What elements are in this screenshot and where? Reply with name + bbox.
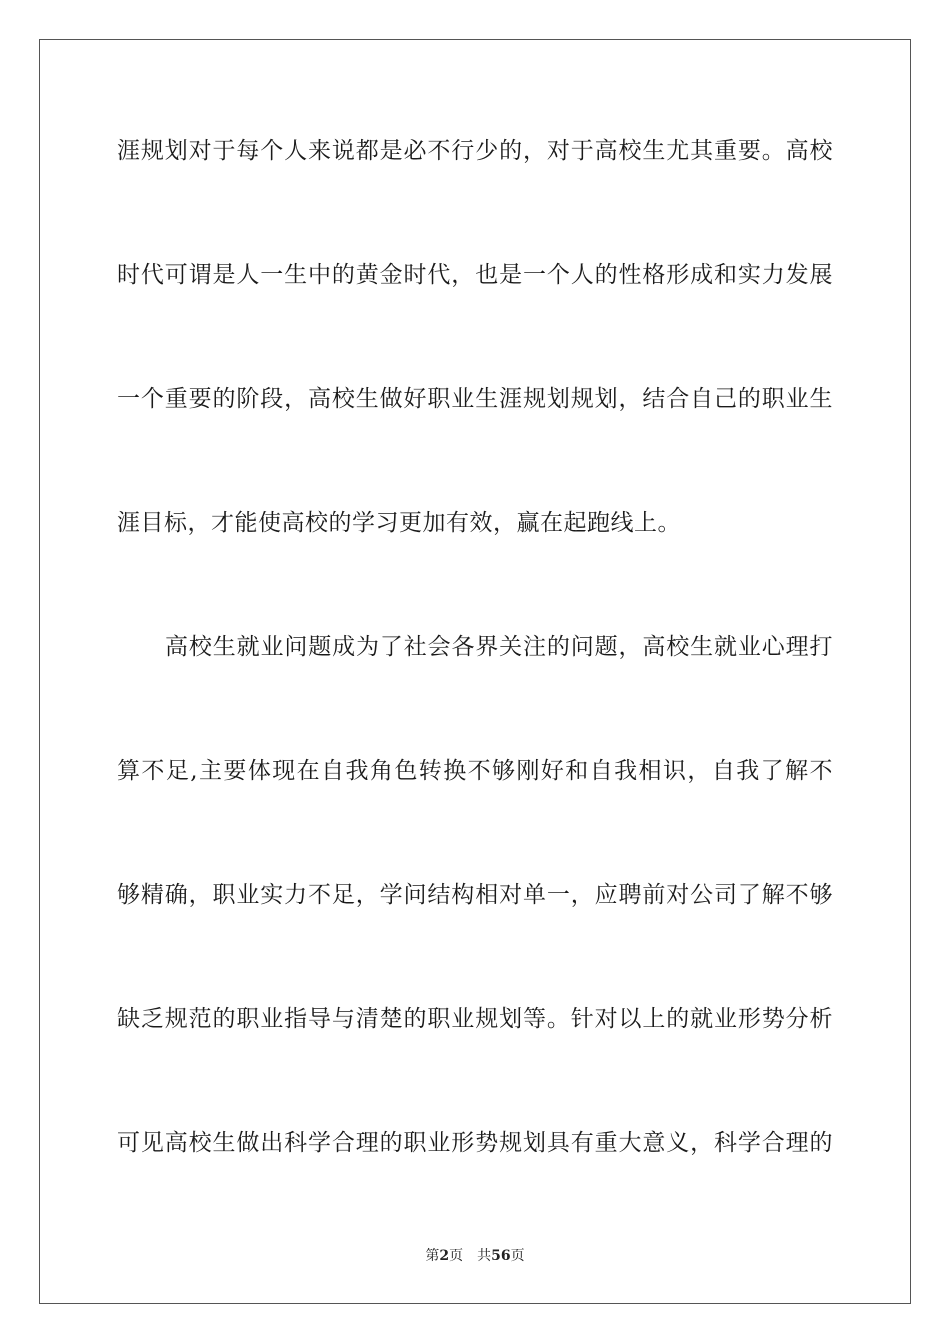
page-number: 2 xyxy=(439,1248,450,1264)
total-prefix: 共 xyxy=(477,1248,492,1264)
page-footer xyxy=(0,1246,950,1266)
page-border xyxy=(39,39,911,1304)
paragraph-line-3: 一个重要的阶段，高校生做好职业生涯规划规划，结合自己的职业生 xyxy=(117,386,833,412)
page-suffix: 页 xyxy=(449,1248,464,1264)
page-prefix: 第 xyxy=(425,1248,440,1264)
paragraph-line-7: 够精确，职业实力不足，学问结构相对单一，应聘前对公司了解不够 xyxy=(117,882,833,908)
paragraph-line-2: 时代可谓是人一生中的黄金时代，也是一个人的性格形成和实力发展 xyxy=(117,262,833,288)
total-pages: 56 xyxy=(491,1248,511,1264)
total-suffix: 页 xyxy=(510,1248,525,1264)
paragraph-line-8: 缺乏规范的职业指导与清楚的职业规划等。针对以上的就业形势分析 xyxy=(117,1006,833,1032)
paragraph-line-5: 高校生就业问题成为了社会各界关注的问题，高校生就业心理打 xyxy=(165,634,833,660)
paragraph-line-9: 可见高校生做出科学合理的职业形势规划具有重大意义，科学合理的 xyxy=(117,1130,833,1156)
paragraph-line-1: 涯规划对于每个人来说都是必不行少的，对于高校生尤其重要。高校 xyxy=(117,138,833,164)
paragraph-line-6: 算不足,主要体现在自我角色转换不够刚好和自我相识，自我了解不 xyxy=(117,758,833,784)
paragraph-line-4: 涯目标，才能使高校的学习更加有效，赢在起跑线上。 xyxy=(117,510,681,536)
